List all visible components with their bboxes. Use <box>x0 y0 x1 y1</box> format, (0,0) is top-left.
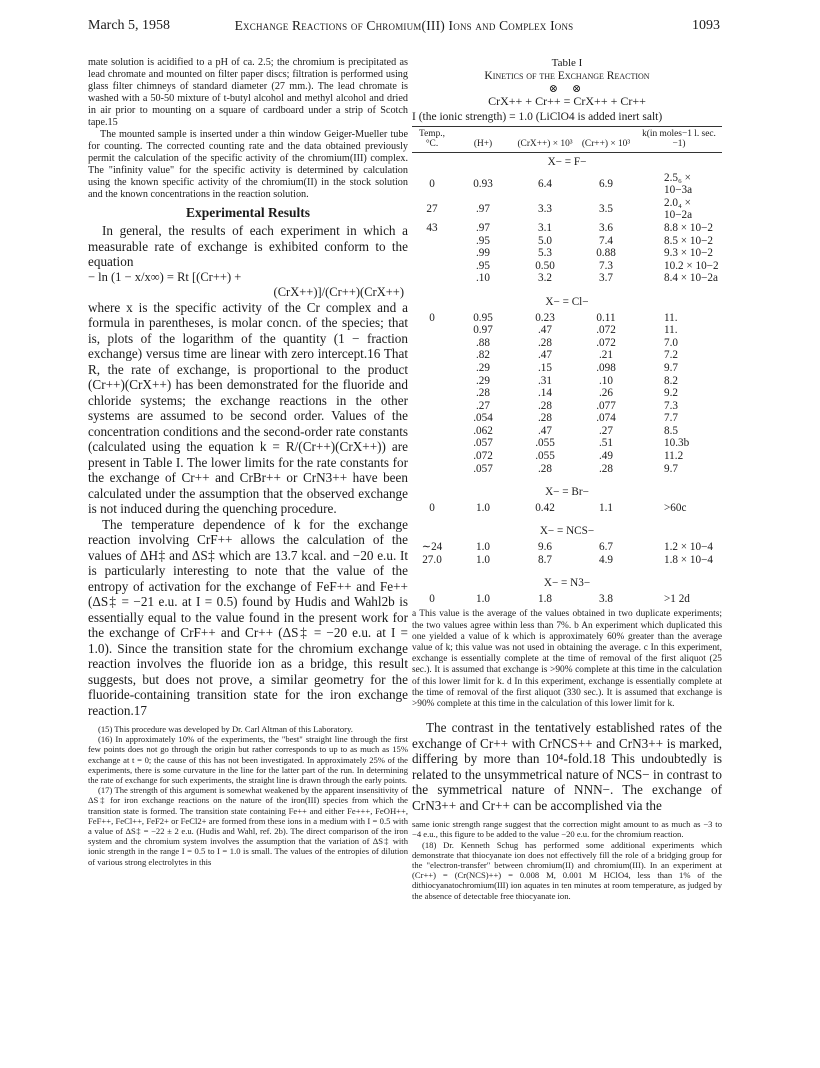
table-cell <box>412 349 452 362</box>
table-cell: 0 <box>429 311 435 324</box>
table-title: Kinetics of the Exchange Reaction <box>484 70 650 82</box>
column-header: Temp., °C. <box>412 127 452 153</box>
table-cell: .28 <box>476 387 490 400</box>
section-label: X− = N3− <box>543 577 591 590</box>
table-cell <box>412 375 452 388</box>
issue-date: March 5, 1958 <box>88 18 171 33</box>
table-cell: .49 <box>599 450 613 463</box>
table-cell: 8.5 × 10−2 <box>664 234 713 247</box>
table-cell: .47 <box>538 324 552 337</box>
footnote-16: (16) In approximately 10% of the experiments, the "best" straight line through the first few points does not go through the origin but rather corresponds to up to as much as 15% exchange at t = 0; the cause of this has not been investigated. In approximately 25% of the experiments, there is some curvature in the line for the latter part of the run. In determining the rate of exchange for such experiments, the straight line is drawn through the early points. <box>88 734 408 786</box>
table-cell <box>412 362 452 375</box>
contrast-paragraph: The contrast in the tentatively established rates of the exchange of Cr++ with CrNCS++ and CrN3++ is marked, differing by more than 10⁴-fold.18 This undoubtedly is related to the unsymmetrical nature of NCS− in contrast to the symmetrical nature of NNN−. The exchange of CrN3++ and Cr++ can be accomplished via the <box>412 720 722 813</box>
table-cell: 5.3 <box>538 247 552 260</box>
article-running-title: Exchange Reactions of Chromium(III) Ions and Complex Ions <box>234 18 574 33</box>
left-column <box>88 57 408 867</box>
table-cell: .47 <box>538 349 552 362</box>
table-row <box>412 412 722 425</box>
table-cell <box>412 260 452 273</box>
table-cell: 4.9 <box>599 553 613 566</box>
table-row <box>412 437 722 450</box>
table-row <box>412 400 722 413</box>
table-section-header <box>412 293 722 312</box>
table-cell: .15 <box>538 361 552 374</box>
table-cell: 10.2 × 10−2 <box>664 259 719 272</box>
table-row <box>412 450 722 463</box>
table-row <box>412 362 722 375</box>
section-spacer <box>412 566 722 574</box>
table-cell: .31 <box>538 374 552 387</box>
section-heading: Experimental Results <box>185 205 311 220</box>
table-cell: 5.0 <box>538 234 552 247</box>
table-cell <box>412 437 452 450</box>
table-row <box>412 197 722 222</box>
table-cell: .14 <box>538 387 552 400</box>
table-cell: 0 <box>429 501 435 514</box>
table-cell: .28 <box>538 412 552 425</box>
footnote-17-continuation: same ionic strength range suggest that the correction might amount to as much as −3 to −4 e.u., this figure to be added to the value −20 e.u. for the chromium reaction. <box>412 819 722 840</box>
table-caption: Table I <box>551 57 583 69</box>
table-cell: .077 <box>596 399 616 412</box>
table-cell: 1.8 <box>538 592 552 605</box>
table-cell: .072 <box>596 336 616 349</box>
table-cell: 8.4 × 10−2a <box>664 272 718 285</box>
table-cell: .057 <box>473 462 493 475</box>
table-cell: 7.4 <box>599 234 613 247</box>
section-spacer <box>412 514 722 522</box>
table-cell: 10.3b <box>664 437 690 450</box>
table-cell: 7.2 <box>664 349 678 362</box>
section-spacer <box>412 285 722 293</box>
rate-equation-line-1: − ln (1 − x/x∞) = Rt [(Cr++) + <box>88 269 242 284</box>
table-cell: .95 <box>476 259 490 272</box>
table-cell: 0.23 <box>535 311 555 324</box>
right-column <box>412 57 722 901</box>
column-header: (H+) <box>452 127 514 153</box>
column-header: (CrX++) × 10³ <box>514 127 576 153</box>
table-section-header <box>412 153 722 172</box>
radio-label-icon: ⊗⊗ <box>548 83 596 95</box>
table-cell: 3.1 <box>538 221 552 234</box>
table-section-header <box>412 574 722 593</box>
counting-paragraph: The mounted sample is inserted under a thin window Geiger-Mueller tube for counting. The corrected counting rate and the data obtained previously permit the calculation of the specific activity of the chromium(III) complex. The "infinity value" for the specific activity is determined by calculation using the known specific activity of the chromium(II) in the stock solution and the known concentrations in the reaction solution. <box>88 129 408 200</box>
table-cell: .26 <box>599 387 613 400</box>
table-cell: .10 <box>599 374 613 387</box>
table-cell: .47 <box>538 424 552 437</box>
footnote-15: (15) This procedure was developed by Dr. Carl Altman of this Laboratory. <box>98 724 353 734</box>
table-section-header <box>412 522 722 541</box>
table-cell: .27 <box>476 399 490 412</box>
table-cell: 1.0 <box>476 592 490 605</box>
table-row <box>412 593 722 606</box>
table-row <box>412 324 722 337</box>
section-spacer <box>412 475 722 483</box>
table-cell: 0.97 <box>473 324 493 337</box>
table-cell: >1 2d <box>664 592 690 605</box>
table-cell: .062 <box>473 424 493 437</box>
table-cell: 9.7 <box>664 462 678 475</box>
section-label: X− = F− <box>547 156 587 168</box>
section-label: X− = Cl− <box>545 295 589 308</box>
table-cell: 11. <box>664 311 678 324</box>
results-intro-paragraph: In general, the results of each experiment in which a measurable rate of exchange is exhibited conform to the equation <box>88 223 408 269</box>
table-body <box>412 153 722 606</box>
table-row <box>412 502 722 515</box>
rate-equation-line-2: (CrX++)]/(Cr++)(CrX++) <box>273 284 404 299</box>
table-cell: 6.9 <box>599 177 613 190</box>
table-notes: a This value is the average of the values obtained in two duplicate experiments; the two values agree within less than 7%. b An experiment which duplicated this one yielded a value of k which is approximately 60% greater than the average value of k; this value was not used in obtaining the average. c In this experiment, exchange is essentially complete at the time of removal of the first aliquot (25 sec.). It is assumed that exchange is >90% complete at this time in the calculation of this lower limit for k. d In this experiment, exchange is essentially complete at the time of removal of the first aliquot (330 sec.). It is assumed that exchange is >90% complete at this time in the calculation of this lower limit for k. <box>412 609 722 710</box>
kinetics-table <box>412 126 722 605</box>
table-cell: .10 <box>476 272 490 285</box>
table-cell: 9.7 <box>664 361 678 374</box>
column-header: (Cr++) × 10³ <box>576 127 636 153</box>
table-cell: 1.1 <box>599 501 613 514</box>
column-header: k(in moles−1 l. sec.−1) <box>636 127 722 153</box>
table-cell: .82 <box>476 349 490 362</box>
table-cell <box>412 400 452 413</box>
table-cell: 0.93 <box>473 177 493 190</box>
table-cell: 7.7 <box>664 412 678 425</box>
table-row <box>412 541 722 554</box>
table-cell: 6.4 <box>538 177 552 190</box>
table-row <box>412 247 722 260</box>
table-cell: 9.3 × 10−2 <box>664 247 713 260</box>
table-cell: .88 <box>476 336 490 349</box>
table-cell: .074 <box>596 412 616 425</box>
table-cell: 27 <box>426 203 438 216</box>
table-cell: .072 <box>473 450 493 463</box>
table-header-row <box>412 127 722 153</box>
table-cell: 0 <box>429 177 435 190</box>
table-cell: .055 <box>535 437 555 450</box>
reaction-equation: ⊗⊗ CrX++ + Cr++ = CrX++ + Cr++ <box>412 85 722 108</box>
table-cell: 6.7 <box>599 541 613 554</box>
table-cell <box>412 387 452 400</box>
table-cell: .057 <box>473 437 493 450</box>
table-cell: .28 <box>538 399 552 412</box>
table-cell: 7.3 <box>599 259 613 272</box>
where-paragraph: where x is the specific activity of the Cr complex and a formula in parentheses, is molar concn. of the species; that is, plots of the logarithm of the quantity (1 − fraction exchange) versus time are linear with zero intercept.16 That R, the rate of exchange, is proportional to the product (Cr++)(CrX++) has been demonstrated for the fluoride and chloride systems; the exchange reactions in the other systems are assumed to be second order. Values of the concentration conditions and the second-order rate constants (calculated using the equation k = R/(Cr++)(CrX++)) are present in Table I. The lower limits for the rate constants for the exchange of Cr++ and CrBr++ or CrN3++ have been calculated under the assumption that the observed exchange is not induced during the quenching procedure. <box>88 299 408 516</box>
table-cell: .054 <box>473 412 493 425</box>
table-row <box>412 349 722 362</box>
table-row <box>412 222 722 235</box>
table-cell: .098 <box>596 361 616 374</box>
table-cell: 1.0 <box>476 553 490 566</box>
table-cell: 3.8 <box>599 592 613 605</box>
table-cell <box>412 412 452 425</box>
table-cell: ∼24 <box>421 541 443 554</box>
table-cell: 1.0 <box>476 541 490 554</box>
table-cell: .99 <box>476 247 490 260</box>
table-row <box>412 387 722 400</box>
table-cell: 1.0 <box>476 501 490 514</box>
table-cell <box>412 450 452 463</box>
procedure-paragraph: mate solution is acidified to a pH of ca. 2.5; the chromium is precipitated as lead chromate and mounted on filter paper discs; filtration is performed using glass filter chimneys of standard diameter (27 mm.). The lead chromate is washed with a 50-50 mixture of t-butyl alcohol and methyl alcohol and dried in air prior to mounting on a square of cardboard under a strip of Scotch tape.15 <box>88 57 408 128</box>
table-cell: 11. <box>664 324 678 337</box>
table-section-header <box>412 483 722 502</box>
table-cell <box>412 463 452 476</box>
table-cell: 8.8 × 10−2 <box>664 221 713 234</box>
table-row <box>412 235 722 248</box>
table-cell: 0 <box>429 592 435 605</box>
table-row <box>412 337 722 350</box>
table-row <box>412 172 722 197</box>
table-cell: 1.2 × 10−4 <box>664 541 713 554</box>
table-cell: .28 <box>538 462 552 475</box>
section-label: X− = Br− <box>545 486 589 499</box>
table-cell: 7.0 <box>664 336 678 349</box>
table-cell: 7.3 <box>664 399 678 412</box>
table-cell: 0.42 <box>535 501 555 514</box>
running-header <box>88 18 720 40</box>
table-cell: 3.6 <box>599 221 613 234</box>
table-cell <box>412 425 452 438</box>
table-cell: .97 <box>476 221 490 234</box>
table-cell: >60c <box>664 501 687 514</box>
table-cell <box>412 337 452 350</box>
table-cell: 3.3 <box>538 203 552 216</box>
table-cell: 0.11 <box>596 311 616 324</box>
table-cell: .29 <box>476 374 490 387</box>
table-row <box>412 272 722 285</box>
table-cell: 43 <box>426 221 438 234</box>
table-cell: .28 <box>538 336 552 349</box>
section-label: X− = NCS− <box>539 525 595 538</box>
ionic-strength-condition: I (the ionic strength) = 1.0 (LiClO4 is added inert salt) <box>412 111 663 123</box>
table-cell: 3.2 <box>538 272 552 285</box>
table-cell <box>412 272 452 285</box>
footnote-18: (18) Dr. Kenneth Schug has performed some additional experiments which demonstrate that thiocyanate ion does not effectively fill the role of a bridging group for the "electron-transfer" between chromium(II) and chromium(III). In an experiment at (Cr++) = (Cr(NCS)++) = 0.008 M, 0.001 M HClO4, less than 1% of the dithiocyanatochromium(III) ion aquates in ten minutes at room temperature, as judged by the absence of detectable free thiocyanate ion. <box>412 839 722 901</box>
table-cell: .97 <box>476 203 490 216</box>
table-cell: .072 <box>596 324 616 337</box>
table-cell: 11.2 <box>664 450 684 463</box>
temperature-paragraph: The temperature dependence of k for the exchange reaction involving CrF++ allows the calculation of the values of ΔH‡ and ΔS‡ which are 13.7 kcal. and −20 e.u. It is particularly interesting to note that the value of the entropy of activation for the exchange of FeF++ and Fe++ (ΔS‡ = −21 e.u. at I = 0.5) found by Hudis and Wahl2b is essentially equal to the value found in the present work for the exchange of CrF++ and Cr++ (ΔS‡ = −20 e.u. at I = 1.0). Since the transition state for the chromium exchange reaction involves the fluoride ion as a bridge, this result suggests, but does not prove, a similar geometry for the fluoride-containing transition state for the iron exchange reaction.17 <box>88 516 408 718</box>
table-cell: 2.5₆ × 10−3a <box>664 171 693 197</box>
table-cell: .95 <box>476 234 490 247</box>
table-cell: 1.8 × 10−4 <box>664 553 713 566</box>
table-cell: 9.6 <box>538 541 552 554</box>
table-row <box>412 375 722 388</box>
table-cell: .27 <box>599 424 613 437</box>
footnote-17: (17) The strength of this argument is somewhat weakened by the apparent insensitivity of ΔS‡ for iron exchange reactions on the nature of the iron(III) species from which the transition state is formed. The transition state containing Fe++ and either Fe+++, FeOH++, FeF++, FeCl++, FeF2+ or FeCl2+ are formed from these ions in a medium with I = 0.5 with a value of ΔS‡ = −22 ± 2 e.u. (Hudis and Wahl, ref. 2b). The direct comparison of the iron system and the chromium system involves the assumption that the variation of ΔS‡ with ionic strength in the range I = 0.5 to I = 1.0 is small. The values of the entropies of dilution of various strong electrolytes in this <box>88 785 408 867</box>
table-cell: 0.95 <box>473 311 493 324</box>
table-cell <box>412 235 452 248</box>
table-cell: 8.2 <box>664 374 678 387</box>
table-row <box>412 425 722 438</box>
table-row <box>412 260 722 273</box>
table-cell: 9.2 <box>664 387 678 400</box>
table-cell: 8.5 <box>664 424 678 437</box>
table-cell: .055 <box>535 450 555 463</box>
table-cell: 27.0 <box>422 553 442 566</box>
table-cell: 0.88 <box>596 247 616 260</box>
table-cell: .29 <box>476 361 490 374</box>
table-cell: 8.7 <box>538 553 552 566</box>
table-cell: .51 <box>599 437 613 450</box>
page-number: 1093 <box>692 18 720 33</box>
table-cell <box>412 324 452 337</box>
table-cell: .28 <box>599 462 613 475</box>
table-cell: .21 <box>599 349 613 362</box>
table-row <box>412 463 722 476</box>
table-row <box>412 312 722 325</box>
table-cell: 3.7 <box>599 272 613 285</box>
table-cell: 2.0₄ × 10−2a <box>664 196 693 222</box>
table-cell: 3.5 <box>599 203 613 216</box>
table-row <box>412 554 722 567</box>
table-cell <box>412 247 452 260</box>
table-cell: 0.50 <box>535 259 555 272</box>
